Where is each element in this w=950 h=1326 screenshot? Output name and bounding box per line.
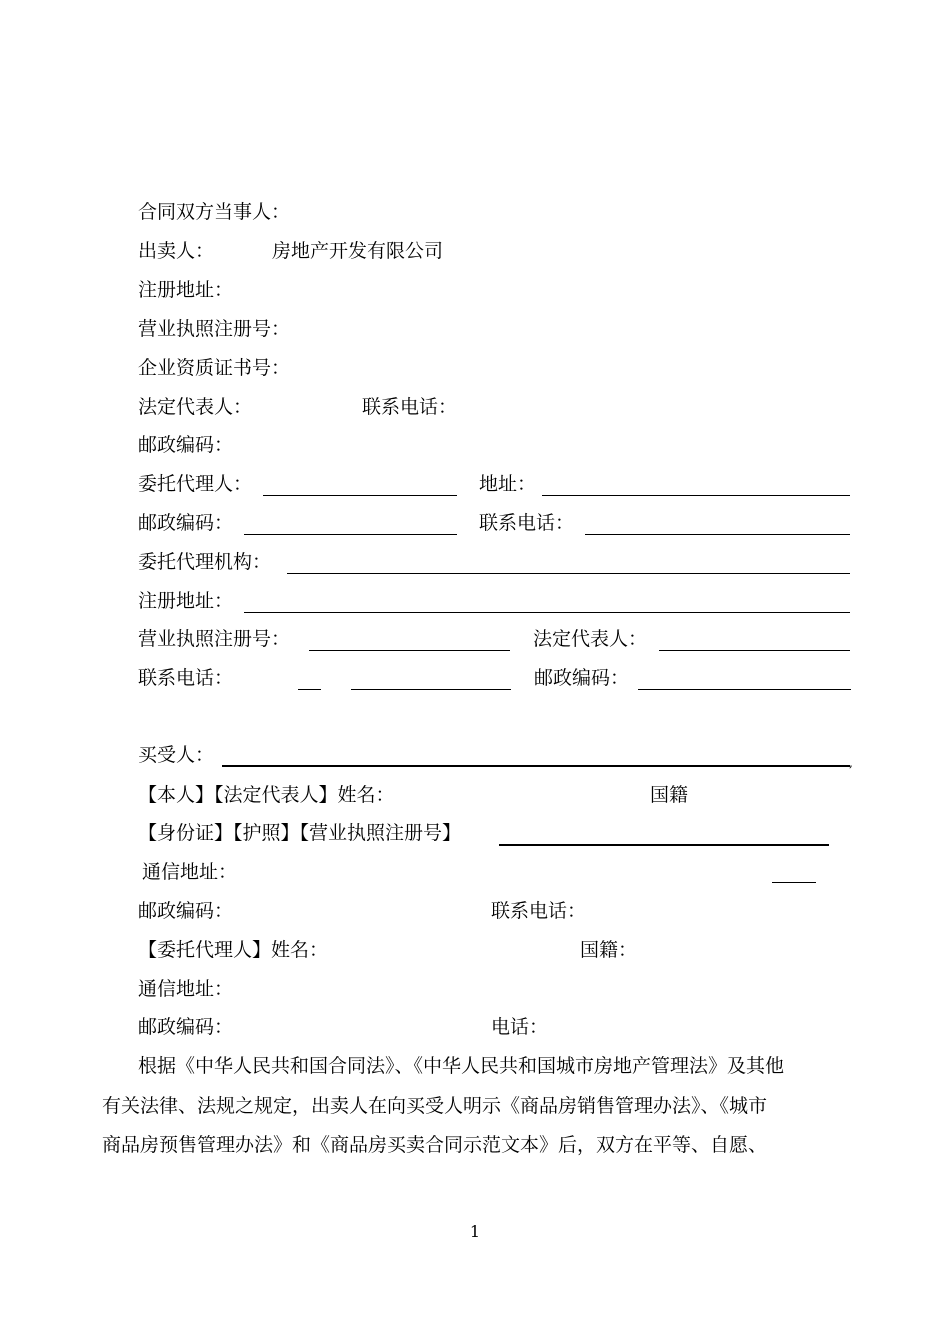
agency-legal-rep-field[interactable] xyxy=(659,650,850,651)
seller-agent-phone-label: 联系电话： xyxy=(479,512,575,534)
seller-business-license-label: 营业执照注册号： xyxy=(138,318,291,340)
agency-postal-code-field[interactable] xyxy=(638,689,851,690)
agency-field[interactable] xyxy=(287,573,850,574)
seller-postal-code-label: 邮政编码： xyxy=(138,434,234,456)
buyer-mailing-address-label: 通信地址： xyxy=(142,861,238,883)
seller-name: 房地产开发有限公司 xyxy=(272,240,444,262)
buyer-mailing-address-field[interactable] xyxy=(772,882,816,883)
seller-agent-postal-code-field[interactable] xyxy=(244,534,457,535)
buyer-label: 买受人： xyxy=(138,744,215,766)
body-paragraph-line-1: 根据《中华人民共和国合同法》、《中华人民共和国城市房地产管理法》及其他 xyxy=(138,1055,785,1077)
buyer-agent-name-label: 【委托代理人】姓名： xyxy=(138,939,329,961)
buyer-postal-code-label: 邮政编码： xyxy=(138,900,234,922)
agency-business-license-field[interactable] xyxy=(309,650,510,651)
buyer-agent-postal-code-label: 邮政编码： xyxy=(138,1016,234,1038)
buyer-identity-name-label: 【本人】【法定代表人】姓名： xyxy=(138,784,395,806)
agency-postal-code-label: 邮政编码： xyxy=(534,667,630,689)
buyer-nationality-label: 国籍 xyxy=(650,784,689,806)
page-number: 1 xyxy=(469,1222,481,1241)
seller-agent-postal-code-label: 邮政编码： xyxy=(138,512,234,534)
buyer-id-number-field[interactable] xyxy=(499,844,829,846)
seller-qualification-cert-label: 企业资质证书号： xyxy=(138,357,291,379)
seller-legal-rep-label: 法定代表人： xyxy=(138,396,253,418)
seller-agent-field[interactable] xyxy=(263,495,457,496)
buyer-agent-mailing-address-label: 通信地址： xyxy=(138,978,234,1000)
buyer-agent-phone-label: 电话： xyxy=(491,1016,549,1038)
agency-registered-address-field[interactable] xyxy=(244,612,850,613)
agency-legal-rep-label: 法定代表人： xyxy=(533,628,648,650)
buyer-trailing-comma: , xyxy=(849,756,853,770)
agency-phone-area-field[interactable] xyxy=(298,689,321,690)
body-paragraph-line-3: 商品房预售管理办法》和《商品房买卖合同示范文本》后，双方在平等、自愿、 xyxy=(102,1134,768,1156)
seller-label: 出卖人： xyxy=(138,240,215,262)
body-paragraph-line-2: 有关法律、法规之规定，出卖人在向买受人明示《商品房销售管理办法》、《城市 xyxy=(102,1095,768,1117)
seller-agent-address-field[interactable] xyxy=(542,495,850,496)
parties-heading: 合同双方当事人： xyxy=(138,201,291,223)
agency-registered-address-label: 注册地址： xyxy=(138,590,234,612)
agency-phone-field[interactable] xyxy=(351,689,511,690)
seller-agent-address-label: 地址： xyxy=(479,473,537,495)
buyer-phone-label: 联系电话： xyxy=(491,900,587,922)
buyer-id-type-label: 【身份证】【护照】【营业执照注册号】 xyxy=(138,822,462,844)
agency-phone-label: 联系电话： xyxy=(138,667,234,689)
seller-agent-label: 委托代理人： xyxy=(138,473,253,495)
seller-phone-label: 联系电话： xyxy=(362,396,458,418)
agency-label: 委托代理机构： xyxy=(138,551,272,573)
buyer-field[interactable] xyxy=(222,765,850,767)
seller-registered-address-label: 注册地址： xyxy=(138,279,234,301)
seller-agent-phone-field[interactable] xyxy=(585,534,850,535)
agency-business-license-label: 营业执照注册号： xyxy=(138,628,291,650)
buyer-agent-nationality-label: 国籍： xyxy=(580,939,638,961)
